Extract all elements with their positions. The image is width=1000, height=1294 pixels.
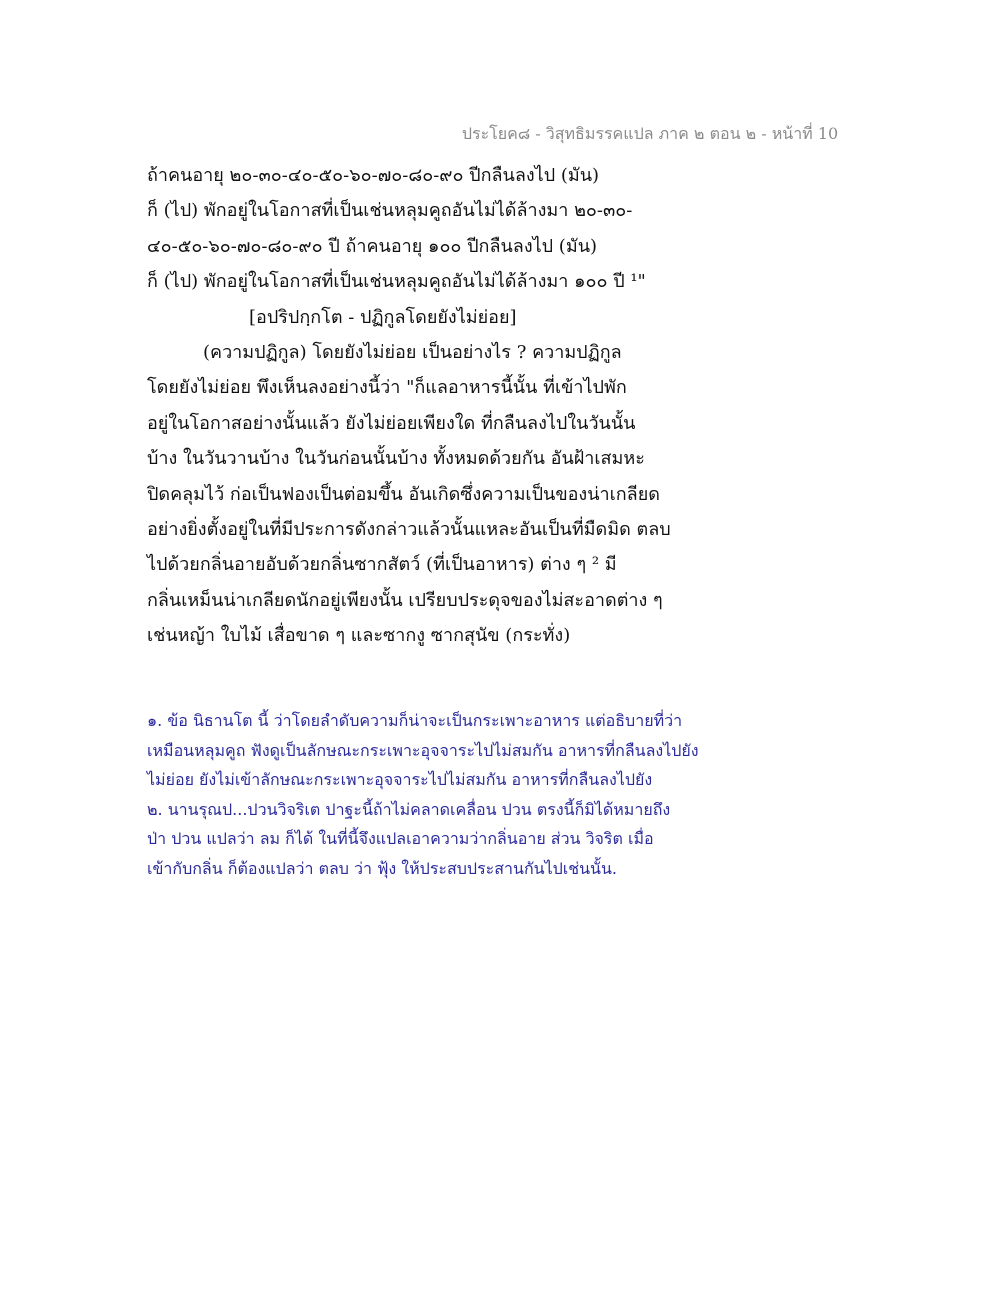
body-line: (ความปฏิกูล) โดยยังไม่ย่อย เป็นอย่างไร ? ความปฏิกูล (203, 341, 622, 363)
body-text (147, 158, 747, 653)
body-line: ๔๐-๕๐-๖๐-๗๐-๘๐-๙๐ ปี ถ้าคนอายุ ๑๐๐ ปีกลืนลงไป (มัน) (147, 235, 598, 257)
body-line: อยู่ในโอกาสอย่างนั้นแล้ว ยังไม่ย่อยเพียงใด ที่กลืนลงไปในวันนั้น (147, 412, 636, 434)
footnote-line: ไม่ย่อย ยังไม่เข้าลักษณะกระเพาะอุจจาระไปไม่สมกัน อาหารที่กลืนลงไปยัง (147, 770, 653, 790)
body-line: ก็ (ไป) พักอยู่ในโอกาสที่เป็นเช่นหลุมคูถอันไม่ได้ล้างมา ๒๐-๓๐- (147, 200, 633, 222)
body-line: บ้าง ในวันวานบ้าง ในวันก่อนนั้นบ้าง ทั้งหมดด้วยกัน อันฝ้าเสมหะ (147, 448, 645, 470)
body-line: เช่นหญ้า ใบไม้ เสื่อขาด ๆ และซากงู ซากสุนัข (กระทั่ง) (147, 625, 571, 647)
footnote-line: เหมือนหลุมคูถ ฟังดูเป็นลักษณะกระเพาะอุจจาระไปไม่สมกัน อาหารที่กลืนลงไปยัง (147, 740, 699, 760)
body-line: ปิดคลุมไว้ ก่อเป็นฟองเป็นต่อมขึ้น อันเกิดซึ่งความเป็นของน่าเกลียด (147, 483, 660, 505)
page-header (0, 122, 1000, 147)
body-line: ก็ (ไป) พักอยู่ในโอกาสที่เป็นเช่นหลุมคูถอันไม่ได้ล้างมา ๑๐๐ ปี ¹" (147, 271, 646, 293)
body-line: อย่างยิ่งตั้งอยู่ในที่มีประการดังกล่าวแล้วนั้นแหละอันเป็นที่มืดมิด ตลบ (147, 518, 671, 540)
body-line: กลิ่นเหม็นน่าเกลียดนักอยู่เพียงนั้น เปรียบประดุจของไม่สะอาดต่าง ๆ (147, 589, 663, 611)
section-heading: [อปริปกฺกโต - ปฏิกูลโดยยังไม่ย่อย] (249, 306, 517, 328)
body-line: โดยยังไม่ย่อย พึงเห็นลงอย่างนี้ว่า "ก็แลอาหารนี้นั้น ที่เข้าไปพัก (147, 377, 627, 399)
body-line: ถ้าคนอายุ ๒๐-๓๐-๔๐-๕๐-๖๐-๗๐-๘๐-๙๐ ปีกลืนลงไป (มัน) (147, 165, 600, 186)
body-line: ไปด้วยกลิ่นอายอับด้วยกลิ่นซากสัตว์ (ที่เป็นอาหาร) ต่าง ๆ ² มี (147, 554, 617, 576)
footnote-line: ๑. ข้อ นิธานโต นี้ ว่าโดยลำดับความก็น่าจะเป็นกระเพาะอาหาร แต่อธิบายที่ว่า (147, 711, 683, 730)
page-header-text: ประโยค๘ - วิสุทธิมรรคแปล ภาค ๒ ตอน ๒ - หน้าที่ 10 (461, 124, 839, 143)
footnote-line: ๒. นานรุณป...ปวนวิจริเต ปาฐะนี้ถ้าไม่คลาดเคลื่อน ปวน ตรงนี้ก็มิได้หมายถึง (147, 799, 671, 819)
footnote-line: เข้ากับกลิ่น ก็ต้องแปลว่า ตลบ ว่า ฟุ้ง ให้ประสบประสานกันไปเช่นนั้น. (147, 858, 618, 878)
footnote-line: ป่า ปวน แปลว่า ลม ก็ได้ ในที่นี้จึงแปลเอาความว่ากลิ่นอาย ส่วน วิจริต เมื่อ (147, 829, 654, 849)
footnotes (147, 706, 767, 884)
